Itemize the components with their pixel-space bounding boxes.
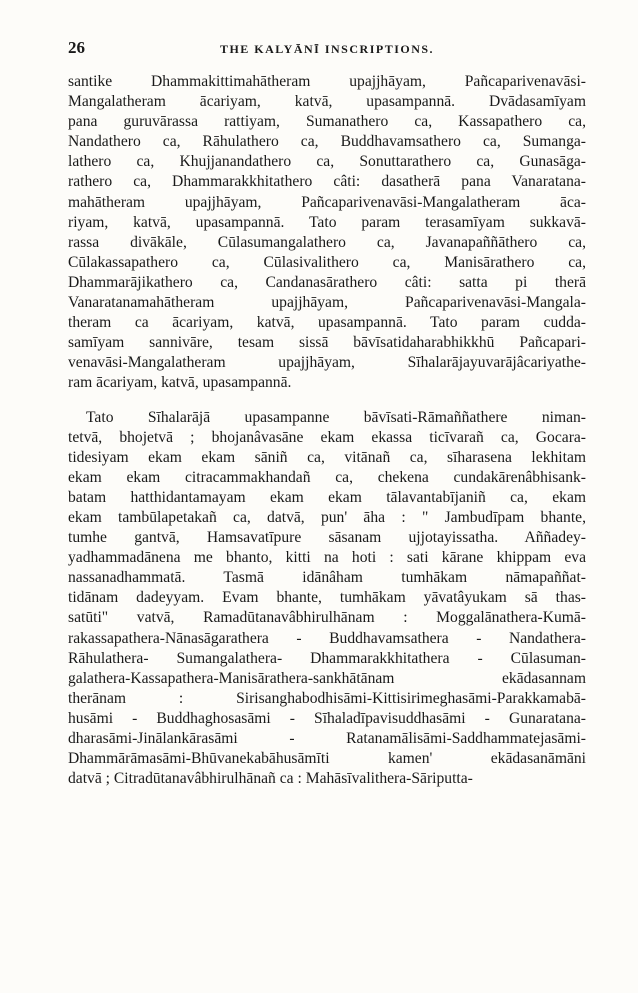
text-line: Dhammarājikathero ca, Candanasārathero câti: satta pi therā — [68, 273, 586, 291]
text-line: batam hatthidantamayam ekam ekam tālavantabījaniñ ca, ekam — [68, 488, 586, 506]
text-line: samīyam sannivāre, tesam sissā bāvīsatidaharabhikkhū Pañcapari- — [68, 334, 586, 352]
text-line: Rāhulathera- Sumangalathera- Dhammarakkhitathera - Cūlasuman- — [68, 649, 586, 667]
text-line: tumhe gantvā, Hamsavatīpure sāsanam ujjotayissatha. Aññadey- — [68, 529, 586, 547]
text-line: pana guruvārassa rattiyam, Sumanathero ca, Kassapathero ca, — [68, 113, 586, 131]
paragraph-1 — [68, 72, 586, 394]
text-line: yadhammadānena me bhanto, kitti na hoti : sati kārane khippam eva — [68, 549, 586, 567]
text-line: ekam tambūlapetakañ ca, datvā, pun' āha : " Jambudīpam bhante, — [68, 508, 586, 526]
text-line: santike Dhammakittimahātheram upajjhāyam, Pañcaparivenavāsi- — [68, 73, 586, 90]
text-line: lathero ca, Khujjanandathero ca, Sonuttarathero ca, Gunasāga- — [68, 153, 586, 171]
running-title: THE KALYĀNĪ INSCRIPTIONS. — [219, 42, 435, 56]
text-line: Tato Sīhalarājā upasampanne bāvīsati-Rāmaññathere niman- — [86, 408, 586, 426]
text-line: therānam : Sirisanghabodhisāmi-Kittisirimeghasāmi-Parakkamabā- — [68, 689, 586, 707]
text-line: datvā ; Citradūtanavâbhirulhānañ ca : Mahāsīvalithera-Sāriputta- — [68, 770, 473, 788]
text-line: satūti" vatvā, Ramadūtanavâbhirulhānam : Moggalānathera-Kumā- — [68, 609, 586, 627]
text-line: venavāsi-Mangalatheram upajjhāyam, Sīhalarājayuvarājâcariyathe- — [68, 354, 586, 372]
text-line: Cūlakassapathero ca, Cūlasivalithero ca, Manisārathero ca, — [68, 253, 586, 271]
text-line: ekam ekam citracammakhandañ ca, chekena cundakārenâbhisank- — [68, 468, 586, 486]
text-line: rakassapathera-Nānasāgarathera - Buddhavamsathera - Nandathera- — [68, 629, 586, 647]
text-line: galathera-Kassapathera-Manisārathera-sankhātānam ekādasannam — [68, 669, 586, 687]
text-line: theram ca ācariyam, katvā, upasampannā. Tato param cudda- — [68, 314, 586, 332]
text-line: ram ācariyam, katvā, upasampannā. — [68, 374, 292, 392]
text-line: Mangalatheram ācariyam, katvā, upasampannā. Dvādasamīyam — [68, 93, 586, 111]
page-header — [68, 38, 586, 66]
text-line: Vanaratanamahātheram upajjhāyam, Pañcaparivenavāsi-Mangala- — [68, 294, 586, 312]
text-line: rassa divākāle, Cūlasumangalathero ca, Javanapaññāthero ca, — [68, 233, 586, 251]
text-line: nassanadhammatā. Tasmā idānâham tumhākam nāmapaññat- — [68, 569, 586, 587]
text-line: riyam, katvā, upasampannā. Tato param terasamīyam sukkavā- — [68, 213, 586, 231]
text-line: Nandathero ca, Rāhulathero ca, Buddhavamsathero ca, Sumanga- — [68, 133, 586, 151]
text-line: dharasāmi-Jinālankārasāmi - Ratanamālisāmi-Saddhammatejasāmi- — [68, 730, 586, 747]
text-line: tidānam dadeyyam. Evam bhante, tumhākam yāvatâyukam sā thas- — [68, 589, 586, 607]
page-number: 26 — [68, 38, 85, 57]
text-line: mahātheram upajjhāyam, Pañcaparivenavāsi-Mangalatheram āca- — [68, 193, 586, 211]
text-line: husāmi - Buddhaghosasāmi - Sīhaladīpavisuddhasāmi - Gunaratana- — [68, 709, 586, 727]
text-line: Dhammārāmasāmi-Bhūvanekabāhusāmīti kamen' ekādasanāmāni — [68, 750, 586, 768]
paragraph-2 — [68, 408, 586, 790]
text-line: tetvā, bhojetvā ; bhojanâvasāne ekam ekassa ticīvarañ ca, Gocara- — [68, 428, 586, 446]
text-line: rathero ca, Dhammarakkhitathero câti: dasatherā pana Vanaratana- — [68, 173, 586, 191]
text-line: tidesiyam ekam ekam sāniñ ca, vitānañ ca, sīharasena lekhitam — [68, 448, 586, 466]
